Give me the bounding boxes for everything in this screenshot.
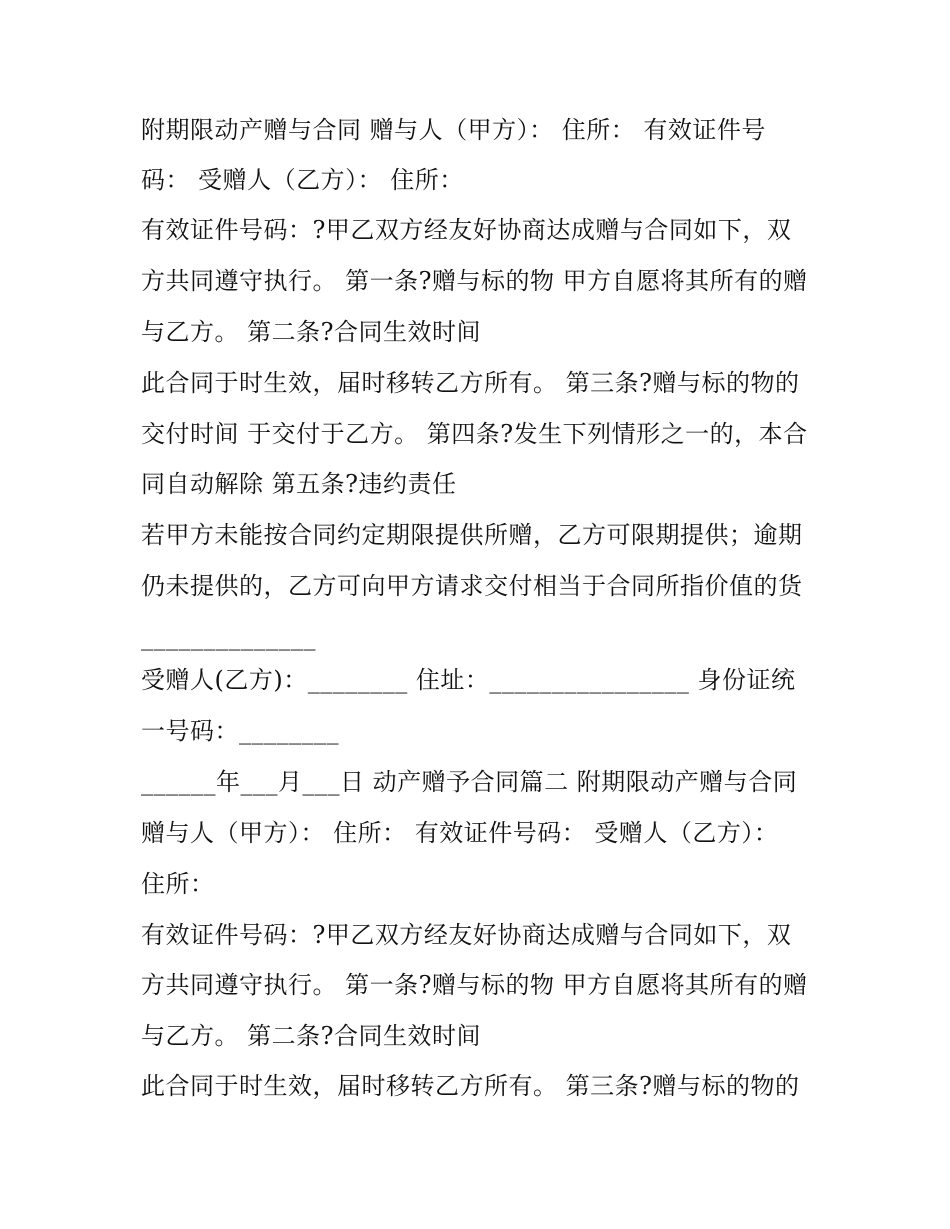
text-line: 与乙方。 第二条?合同生效时间: [141, 318, 481, 346]
date-line: ______年___月___日 动产赠予合同篇二 附期限动产赠与合同: [141, 768, 798, 796]
text-line: 与乙方。 第二条?合同生效时间: [141, 1022, 481, 1050]
text-line: 有效证件号码：?甲乙双方经友好协商达成赠与合同如下，双: [141, 921, 792, 949]
recipient-info-line: 受赠人(乙方)：________ 住址：________________ 身份证统: [141, 666, 796, 694]
signature-blank-line: ______________: [141, 623, 316, 651]
text-line: 附期限动产赠与合同 赠与人（甲方）： 住所： 有效证件号: [141, 116, 766, 144]
text-line: 若甲方未能按合同约定期限提供所赠，乙方可限期提供；逾期: [141, 521, 803, 549]
text-line: 码： 受赠人（乙方）： 住所：: [141, 166, 464, 194]
text-line: 住所：: [141, 870, 215, 898]
text-line: 此合同于时生效，届时移转乙方所有。 第三条?赠与标的物的: [141, 1072, 800, 1100]
text-line: 有效证件号码：?甲乙双方经友好协商达成赠与合同如下，双: [141, 216, 792, 244]
text-line: 一号码：________: [141, 717, 339, 745]
text-line: 交付时间 于交付于乙方。 第四条?发生下列情形之一的，本合: [141, 420, 808, 448]
text-line: 方共同遵守执行。 第一条?赠与标的物 甲方自愿将其所有的赠: [141, 971, 808, 999]
text-line: 方共同遵守执行。 第一条?赠与标的物 甲方自愿将其所有的赠: [141, 267, 808, 295]
text-line: 此合同于时生效，届时移转乙方所有。 第三条?赠与标的物的: [141, 369, 800, 397]
text-line: 同自动解除 第五条?违约责任: [141, 470, 457, 498]
text-line: 赠与人（甲方）： 住所： 有效证件号码： 受赠人（乙方）：: [141, 819, 779, 847]
text-line: 仍未提供的，乙方可向甲方请求交付相当于合同所指价值的货: [141, 572, 803, 600]
